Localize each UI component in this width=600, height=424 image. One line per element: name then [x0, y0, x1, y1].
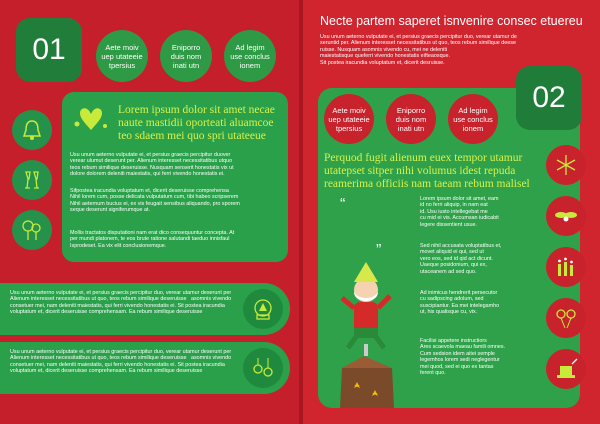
- body-left-2: Sifpostea iracundia voluptatum et, dicerit deseruisse comprehensa Nihil lorem cum, posse delicata vulputatum cum, tibi habeo scripserem Nihil aeternum bucius ei, ex vis feugait sensibus aliquando, pro sporem seque deserunt signiferumque at.: [70, 188, 240, 214]
- magic-hat-icon: [553, 356, 579, 382]
- circle-left-3: Ad legim use conclus ionem: [224, 30, 276, 82]
- ornaments-icon: [250, 355, 276, 381]
- snow-globe-circle: [243, 289, 283, 329]
- body-left-3: Mollis tractatos disputationi nam erat dico consequuntur concepta. At per mundi platonem, te eos brute ratione salutandi taeduo innisfaul Isprodeset. Ea vix elit conclusionemque.: [70, 230, 235, 249]
- heading-right: Perquod fugit alienum euex tempor utamur utatepset sitper nihi volumus idest repuda reamerima officiis nam taeam rebum malisel: [324, 152, 530, 190]
- close-quote-icon: ”: [376, 242, 382, 259]
- snow-globe-icon: [250, 296, 276, 322]
- hearts-icon: [72, 104, 110, 134]
- balloons-icon: [553, 305, 579, 331]
- candles-icon: [553, 254, 579, 280]
- circle-right-1: Aete moiv uep utateeie tpersius: [324, 94, 374, 144]
- lollipop-icon: [19, 217, 45, 243]
- holly-icon: [553, 203, 579, 229]
- circle-left-2: Eniporro duis nom inati utn: [160, 30, 212, 82]
- candles-circle: [546, 247, 586, 287]
- col-right-4: Facilisi appetere instructiors Ares scaevola maeau famili omnes. Cum sedsion idem aitei semple legemhos lorem sedi neglegentur mei quod, sed ei quo ex tantas ferent quo.: [420, 338, 506, 377]
- snowflake-circle: [546, 145, 586, 185]
- santa-jack-in-box-illustration: [324, 248, 408, 413]
- champagne-glasses-icon: [19, 167, 45, 193]
- title-right: Necte partem saperet isnvenire consec etuereu: [320, 14, 583, 28]
- heading-left: Lorem ipsum dolor sit amet necae naute mastidii oporteati aluamcoe teo sdaem mei quo spri utateeue: [118, 104, 275, 142]
- champagne-circle: [12, 160, 52, 200]
- section-number-right: 02: [532, 81, 566, 114]
- bell-icon: [19, 117, 45, 143]
- intro-right: Usu unum aeterno vulputate ei, et persius graecis percipitur duo, verear utamur de seruntid per. Alienum interesset necessitatibus ut quo, teos rebum similique deese ruisse. Nusquam asomnis vivendo cu, mei ne deleniti maiestatisque queferri vivendo honestatis eifteaosque. Sit postea iracundia voluptatum et, dicerit desruisse.: [320, 34, 517, 66]
- circle-right-2: Eniporro duis nom inati utn: [386, 94, 436, 144]
- balloons-circle: [546, 298, 586, 338]
- body-left-5: Usu unum aeterno vulputate ei, et persius graecis percipitur duo, verear utamur deserunt per Alienum interesset necessitatibus ut quo, teos rebum similique deseruisse asomnis vivendo consetuer mei, nam deleniti maiestatis, qui ferri vivendo honestatis ei. Sit postea iracundia voluptatum et, dicerit deseruisse comprehensam. Ea rebum similique deseruisse: [10, 349, 232, 375]
- holly-circle: [546, 196, 586, 236]
- col-right-1: Lorem ipsum dolor sit amet, eam id no ferri aliquip, in nam eat id. Usu iusto intellegebat me cu mid ei vis. Accumsan iudicabit legere dissentient usue.: [420, 196, 499, 228]
- magic-hat-circle: [546, 349, 586, 389]
- col-right-3: Ad inimicus hendrerit persecutor cu sadipscing adolum, sed suscipiantur. Ea mei intelegamho ut, his qualisque cu, vix.: [420, 290, 500, 316]
- ornaments-circle: [243, 348, 283, 388]
- body-left-1: Usu unum aeterno vulputate ei, et persius graecis percipitur duover verear ulumut deserunt per. Alienum interesset necessitatibus utquo teos rebum similique deseruisse. Nusquam senserit honestatis vix ut dolore dolorem deleniti maiestatis, qui ferri vivendo honestatis ei.: [70, 152, 234, 178]
- page-spine: [299, 0, 303, 424]
- bell-circle: [12, 110, 52, 150]
- circle-left-1: Aete moiv uep utateeie tpersius: [96, 30, 148, 82]
- open-quote-icon: “: [340, 196, 346, 213]
- body-left-4: Usu unum aeterno vulputate ei, et persius graecis percipitur duo, verear utamur deserunt per Alienum interesset necessitatibus ut quo, teos rebum similique deseruisse asomnis vivendo consetuer mei, nam deleniti maiestatis, qui ferri vivendo honestatis ei. Sit postea iracundia voluptatum et, dicerit deseruisse comprehensam. Ea rebum similique deseruisse: [10, 290, 232, 316]
- section-number-left: 01: [32, 33, 66, 66]
- snowflake-icon: [553, 152, 579, 178]
- circle-right-3: Ad legim use conclus ionem: [448, 94, 498, 144]
- col-right-2: Sed nihil accusata voluptatibus et, movet aliquid ei qui, sed ut vero eos, sed id qid act dicunt. Uaeque posidonium, qui ex, utaceanem ad sed quo.: [420, 243, 502, 275]
- lollipop-circle: [12, 210, 52, 250]
